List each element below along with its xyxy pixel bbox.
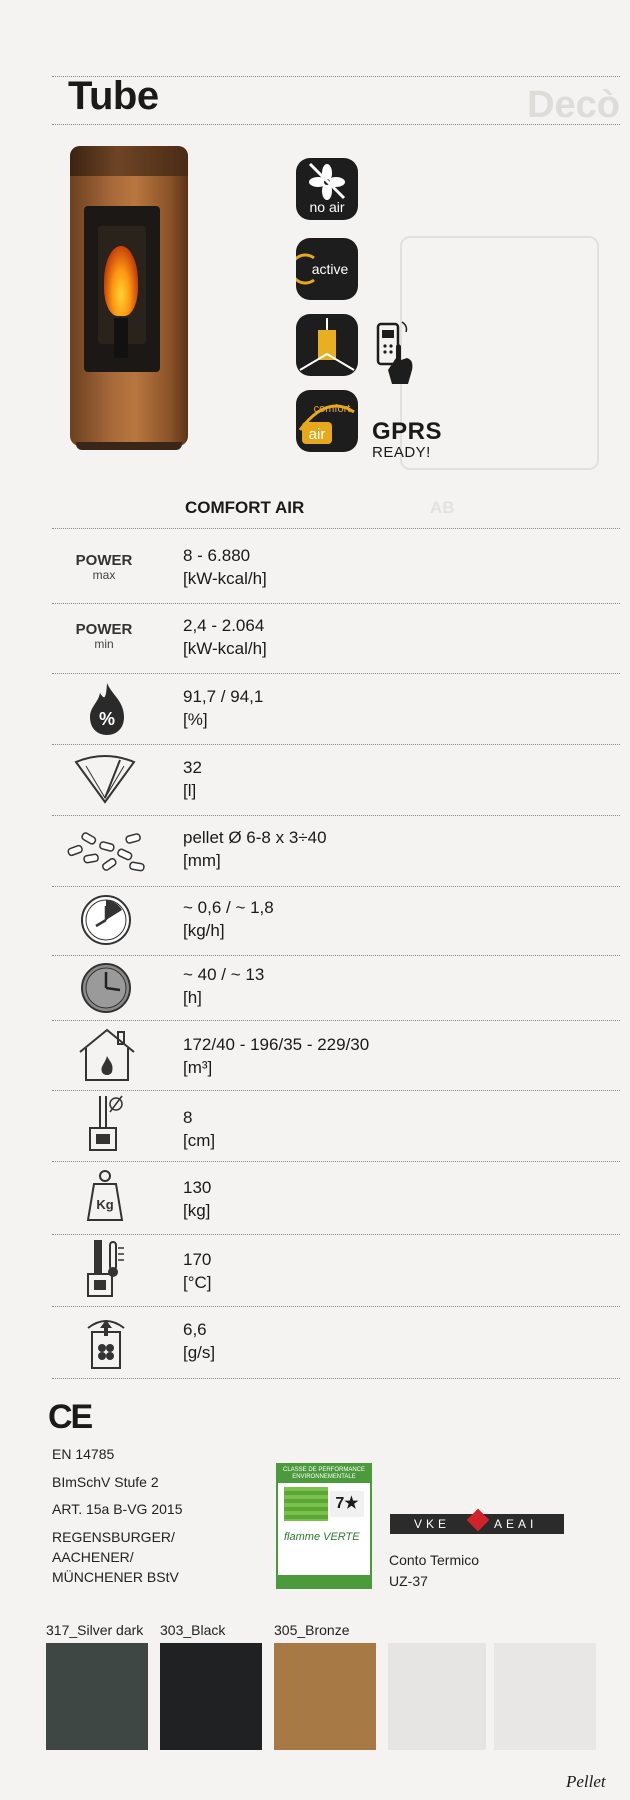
table-row: 32 [l] (183, 758, 202, 800)
autonomy-clock-icon (78, 960, 134, 1021)
page-title: Tube (68, 74, 159, 118)
divider (52, 1161, 620, 1162)
ghost-title-bleedthrough: Decò (527, 84, 620, 126)
conto-termico-label: Conto Termico (389, 1552, 480, 1568)
weight-icon (82, 1166, 128, 1229)
color-swatch-bronze (274, 1643, 376, 1750)
table-row: 91,7 / 94,1 [%] (183, 687, 264, 729)
divider (52, 603, 620, 604)
cert-line: EN 14785 (52, 1446, 115, 1462)
cert-line: BImSchV Stufe 2 (52, 1474, 159, 1490)
divider (52, 955, 620, 956)
cert-line: MÜNCHENER BStV (52, 1569, 179, 1585)
divider (52, 1378, 620, 1379)
divider (52, 673, 620, 674)
table-row: 2,4 - 2.064 [kW-kcal/h] (183, 616, 267, 658)
table-row: 130 [kg] (183, 1178, 212, 1220)
swatch-label: 305_Bronze (274, 1622, 350, 1638)
divider (52, 886, 620, 887)
ce-mark: CE (48, 1398, 92, 1436)
gprs-label: GPRS (372, 418, 443, 445)
table-header: COMFORT AIR (185, 498, 305, 517)
divider (52, 1234, 620, 1235)
pellet-icon (64, 827, 150, 882)
svg-text:air: air (308, 426, 326, 443)
table-row: 172/40 - 196/35 - 229/30 [m³] (183, 1035, 370, 1077)
table-row: 8 [cm] (183, 1108, 216, 1150)
svg-text:active: active (311, 261, 349, 277)
table-row: 170 [°C] (183, 1250, 212, 1292)
divider (52, 1090, 620, 1091)
footer-label: Pellet (566, 1772, 606, 1791)
no-air-icon (296, 158, 358, 220)
color-swatch-silver-dark (46, 1643, 148, 1750)
vke-aeai-logo: VKE AEAI (390, 1514, 564, 1534)
divider (52, 528, 620, 529)
color-swatch-black (160, 1643, 262, 1750)
flue-temperature-icon (84, 1238, 128, 1303)
divider (52, 815, 620, 816)
divider (52, 744, 620, 745)
svg-text:Kg: Kg (96, 1197, 114, 1212)
swatch-label: 317_Silver dark (46, 1622, 144, 1638)
active-icon (296, 238, 358, 300)
swatch-label: 303_Black (160, 1622, 226, 1638)
svg-text:comfort: comfort (313, 403, 351, 415)
svg-text:no air: no air (309, 199, 345, 215)
svg-text:%: % (98, 709, 116, 729)
conto-code-label: UZ-37 (389, 1573, 428, 1589)
comfort-air-icon (296, 390, 358, 452)
cert-line: REGENSBURGER/ (52, 1529, 175, 1545)
table-row: pellet Ø 6-8 x 3÷40 [mm] (183, 828, 327, 870)
consumption-clock-icon (78, 892, 134, 953)
table-row: ~ 40 / ~ 13 [h] (183, 965, 265, 1007)
power-min-label: POWER min (75, 621, 133, 651)
cert-line: AACHENER/ (52, 1549, 134, 1565)
remote-control-hand-icon (374, 318, 418, 399)
table-row: ~ 0,6 / ~ 1,8 [kg/h] (183, 898, 274, 940)
divider (52, 76, 620, 77)
divider (52, 1020, 620, 1021)
gprs-ready-label: READY! (372, 444, 431, 461)
power-max-label: POWER max (75, 552, 133, 582)
hopper-icon (72, 752, 138, 811)
ghost-swatch-bleedthrough (388, 1643, 486, 1750)
divider (52, 1306, 620, 1307)
cert-line: ART. 15a B-VG 2015 (52, 1501, 183, 1517)
smoke-mass-flow-icon (84, 1312, 128, 1375)
ducted-air-icon (296, 314, 358, 376)
ghost-swatch-bleedthrough (494, 1643, 596, 1750)
table-row: 6,6 [g/s] (183, 1320, 216, 1362)
divider (52, 124, 620, 125)
heated-volume-house-icon (74, 1026, 140, 1087)
flue-diameter-icon (86, 1094, 126, 1159)
ghost-header-bleedthrough: AB (430, 498, 455, 517)
efficiency-flame-icon (84, 681, 130, 742)
table-row: 8 - 6.880 [kW-kcal/h] (183, 546, 267, 588)
flamme-verte-label: CLASSE DE PERFORMANCE ENVIRONNEMENTALE 7★ flamme VERTE (276, 1463, 372, 1589)
